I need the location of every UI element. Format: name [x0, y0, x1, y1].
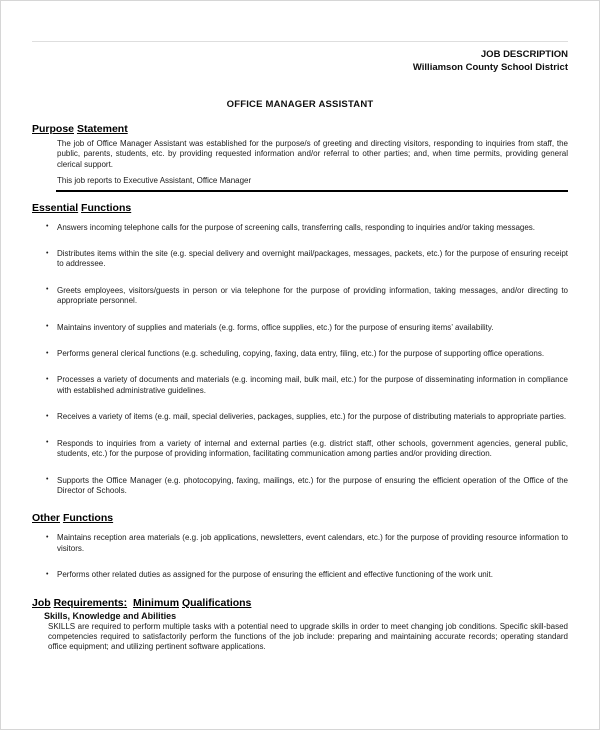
list-item-text: Greets employees, visitors/guests in person or via telephone for the purpose of providing information, taking messages, and/or directing to appropriate personnel. — [57, 285, 568, 306]
list-item — [46, 533, 568, 554]
list-item — [46, 349, 568, 359]
bullet-icon: • — [46, 249, 49, 257]
section-divider-rule — [56, 190, 568, 192]
bullet-icon: • — [46, 570, 49, 578]
bullet-icon: • — [46, 439, 49, 447]
other-functions-list — [32, 533, 568, 580]
list-item-text: Processes a variety of documents and materials (e.g. incoming mail, bulk mail, etc.) for the purpose of disseminating information in compliance with established administrative guidelines. — [57, 375, 568, 395]
section-essential-functions — [32, 202, 568, 497]
list-item — [46, 222, 568, 233]
list-item-text: Answers incoming telephone calls for the purpose of screening calls, transferring calls, responding to inquiries and/or taking messages. — [57, 222, 536, 232]
list-item-text: Supports the Office Manager (e.g. photocopying, faxing, mailings, etc.) for the purpose of ensuring the efficient operation of the Office of the Director of Schools. — [57, 475, 568, 495]
bullet-icon: • — [46, 533, 49, 541]
list-item-text: Performs general clerical functions (e.g. scheduling, copying, faxing, data entry, filing, etc.) for the purpose of supporting office operations. — [57, 349, 545, 359]
list-item — [46, 412, 568, 422]
skills-body-paragraph: SKILLS are required to perform multiple tasks with a potential need to upgrade skills in order to meet changing job conditions. Specific skill-based competencies required to satisfactorily perform the functions of the job include: preparing and maintaining accurate records; operating standard office equipment; and utilizing pertinent software applications. — [48, 621, 568, 652]
list-item — [46, 438, 568, 460]
bullet-icon: • — [46, 223, 49, 231]
list-item-text: Receives a variety of items (e.g. mail, special deliveries, packages, supplies, etc.) for the purpose of distributing materials to appropriate parties. — [57, 412, 567, 422]
document-title: OFFICE MANAGER ASSISTANT — [226, 99, 374, 110]
list-item-text: Maintains inventory of supplies and materials (e.g. forms, office supplies, etc.) for the purpose of ensuring items’ availability. — [57, 322, 494, 332]
list-item — [46, 475, 568, 497]
section-job-requirements — [32, 597, 568, 653]
list-item-text: Performs other related duties as assigned for the purpose of ensuring the efficient and effective functioning of the work unit. — [57, 570, 493, 580]
bullet-icon: • — [46, 286, 49, 294]
section-purpose-statement — [32, 123, 568, 192]
list-item-text: Distributes items within the site (e.g. special delivery and overnight mail/packages, messages, packets, etc.) for the purpose of ensuring receipt to addressee. — [57, 249, 568, 269]
list-item — [46, 322, 568, 333]
list-item — [46, 249, 568, 270]
list-item — [46, 375, 568, 396]
bullet-icon: • — [46, 323, 49, 331]
subheading-skills-knowledge-abilities: Skills, Knowledge and Abilities — [44, 610, 177, 621]
bullet-icon: • — [46, 349, 49, 357]
bullet-icon: • — [46, 476, 49, 483]
list-item — [46, 285, 568, 307]
bullet-icon: • — [46, 375, 49, 383]
list-item-text: Maintains reception area materials (e.g. job applications, newsletters, event calendars, etc.) for the purpose of providing resource information to visitors. — [57, 533, 568, 553]
reports-to-line: This job reports to Executive Assistant, Office Manager — [57, 176, 252, 186]
bullet-icon: • — [46, 412, 49, 420]
purpose-body-paragraph: The job of Office Manager Assistant was established for the purpose/s of greeting and directing visitors, responding to inquiries from staff, the public, parents, students, etc. by providing requested information and/or referral to other parties; and, when time permits, providing general clerical support. — [57, 139, 568, 169]
heading-purpose-statement: Purpose Statement — [32, 123, 128, 135]
page-top-rule — [32, 41, 568, 42]
section-other-functions — [32, 512, 568, 580]
organization-name: Williamson County School District — [412, 62, 568, 73]
document-header — [32, 48, 568, 74]
heading-other-functions: Other Functions — [32, 512, 114, 525]
heading-essential-functions: Essential Functions — [32, 201, 132, 214]
list-item — [46, 570, 568, 580]
document-type-label: JOB DESCRIPTION — [480, 49, 568, 60]
essential-functions-list — [32, 223, 568, 497]
heading-job-requirements: Job Requirements: Minimum Qualifications — [32, 596, 252, 609]
list-item-text: Responds to inquiries from a variety of internal and external parties (e.g. district staff, other schools, government agencies, general public, students, etc.) for the purpose of providing information, facilitating communication among parties and/or providing direction. — [57, 438, 568, 459]
